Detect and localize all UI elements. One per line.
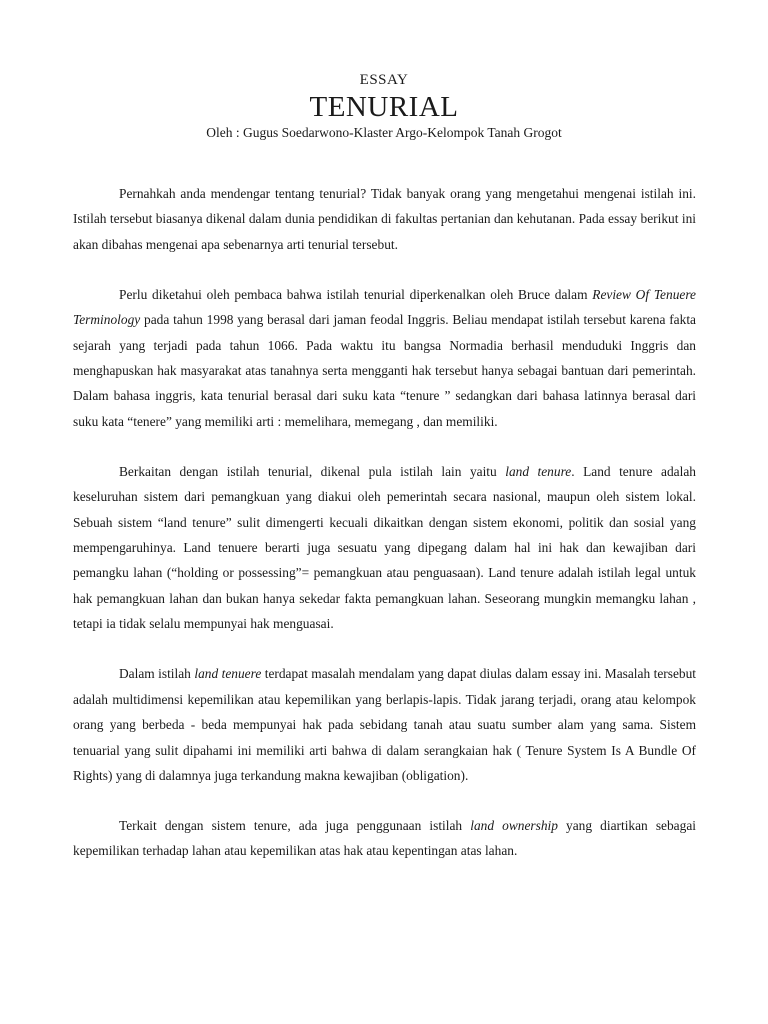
paragraph-text: . Land tenure adalah keseluruhan sistem dari pemangkuan yang diakui oleh pemerintah secara nasional, maupun oleh sistem lokal. Sebuah sistem “land tenure” sulit dimengerti kecuali dikaitkan dengan sistem ekonomi, politik dan sosial yang mempengaruhinya. Land tenuere berarti juga sesuatu yang dipegang dalam hal ini hak dan kewajiban dari pemangku lahan (“holding or possessing”= pemangkuan atau penguasaan). Land tenure adalah istilah legal untuk hak pemangkuan lahan dan bukan hanya sekedar fakta pemangkuan lahan. Seseorang mungkin memangku lahan , tetapi ia tidak selalu mempunyai hak menguasai. — [73, 463, 696, 632]
paragraph-text: Terkait dengan sistem tenure, ada juga penggunaan istilah — [119, 817, 471, 833]
paragraph-text: Dalam istilah — [119, 666, 195, 682]
paragraph-text: Perlu diketahui oleh pembaca bahwa istilah tenurial diperkenalkan oleh Bruce dalam — [119, 286, 593, 302]
paragraph-2 — [73, 282, 696, 434]
paragraph-5 — [73, 813, 696, 864]
paragraph-1 — [73, 181, 696, 257]
paragraph-text: Berkaitan dengan istilah tenurial, dikenal pula istilah lain yaitu — [119, 463, 506, 479]
document-body — [73, 181, 696, 888]
paragraph-text: Pernahkah anda mendengar tentang tenurial? Tidak banyak orang yang mengetahui mengenai istilah ini. Istilah tersebut biasanya dikenal dalam dunia pendidikan di fakultas pertanian dan kehutanan. Pada essay berikut ini akan dibahas mengenai apa sebenarnya arti tenurial tersebut. — [73, 186, 696, 252]
italic-phrase: land tenure — [505, 463, 572, 479]
italic-phrase: Review Of Tenuere Terminology — [73, 286, 696, 328]
document-kicker: ESSAY — [359, 72, 409, 88]
italic-phrase: land tenuere — [194, 666, 262, 682]
paragraph-text: pada tahun 1998 yang berasal dari jaman feodal Inggris. Beliau mendapat istilah tersebut karena fakta sejarah yang terjadi pada tahun 1066. Pada waktu itu bangsa Normadia berhasil menduduki Inggris dan menghapuskan hak masyarakat atas tanahnya serta mengganti hak tersebut hanya sebagai bantuan dari pemerintah. Dalam bahasa inggris, kata tenurial berasal dari suku kata “tenure ” sedangkan dari bahasa latinnya berasal dari suku kata “tenere” yang memiliki arti : memelihara, memegang , dan memiliki. — [73, 312, 696, 429]
document-title: TENURIAL — [309, 91, 459, 123]
paragraph-4 — [73, 661, 696, 788]
document-byline: Oleh : Gugus Soedarwono-Klaster Argo-Kelompok Tanah Grogot — [206, 125, 562, 140]
paragraph-text: yang diartikan sebagai kepemilikan terhadap lahan atau kepemilikan atas hak atau kepentingan atas lahan. — [73, 817, 696, 859]
paragraph-text: terdapat masalah mendalam yang dapat diulas dalam essay ini. Masalah tersebut adalah multidimensi kepemilikan atau kepemilikan yang berlapis-lapis. Tidak jarang terjadi, orang atau kelompok orang yang berbeda - beda mempunyai hak pada sebidang tanah atau suatu sumber alam yang sama. Sistem tenuarial yang sulit dipahami ini memiliki arti bahwa di dalam serangkaian hak ( Tenure System Is A Bundle Of Rights) yang di dalamnya juga terkandung makna kewajiban (obligation). — [73, 666, 697, 783]
italic-phrase: land ownership — [470, 817, 558, 833]
paragraph-3 — [73, 459, 696, 637]
